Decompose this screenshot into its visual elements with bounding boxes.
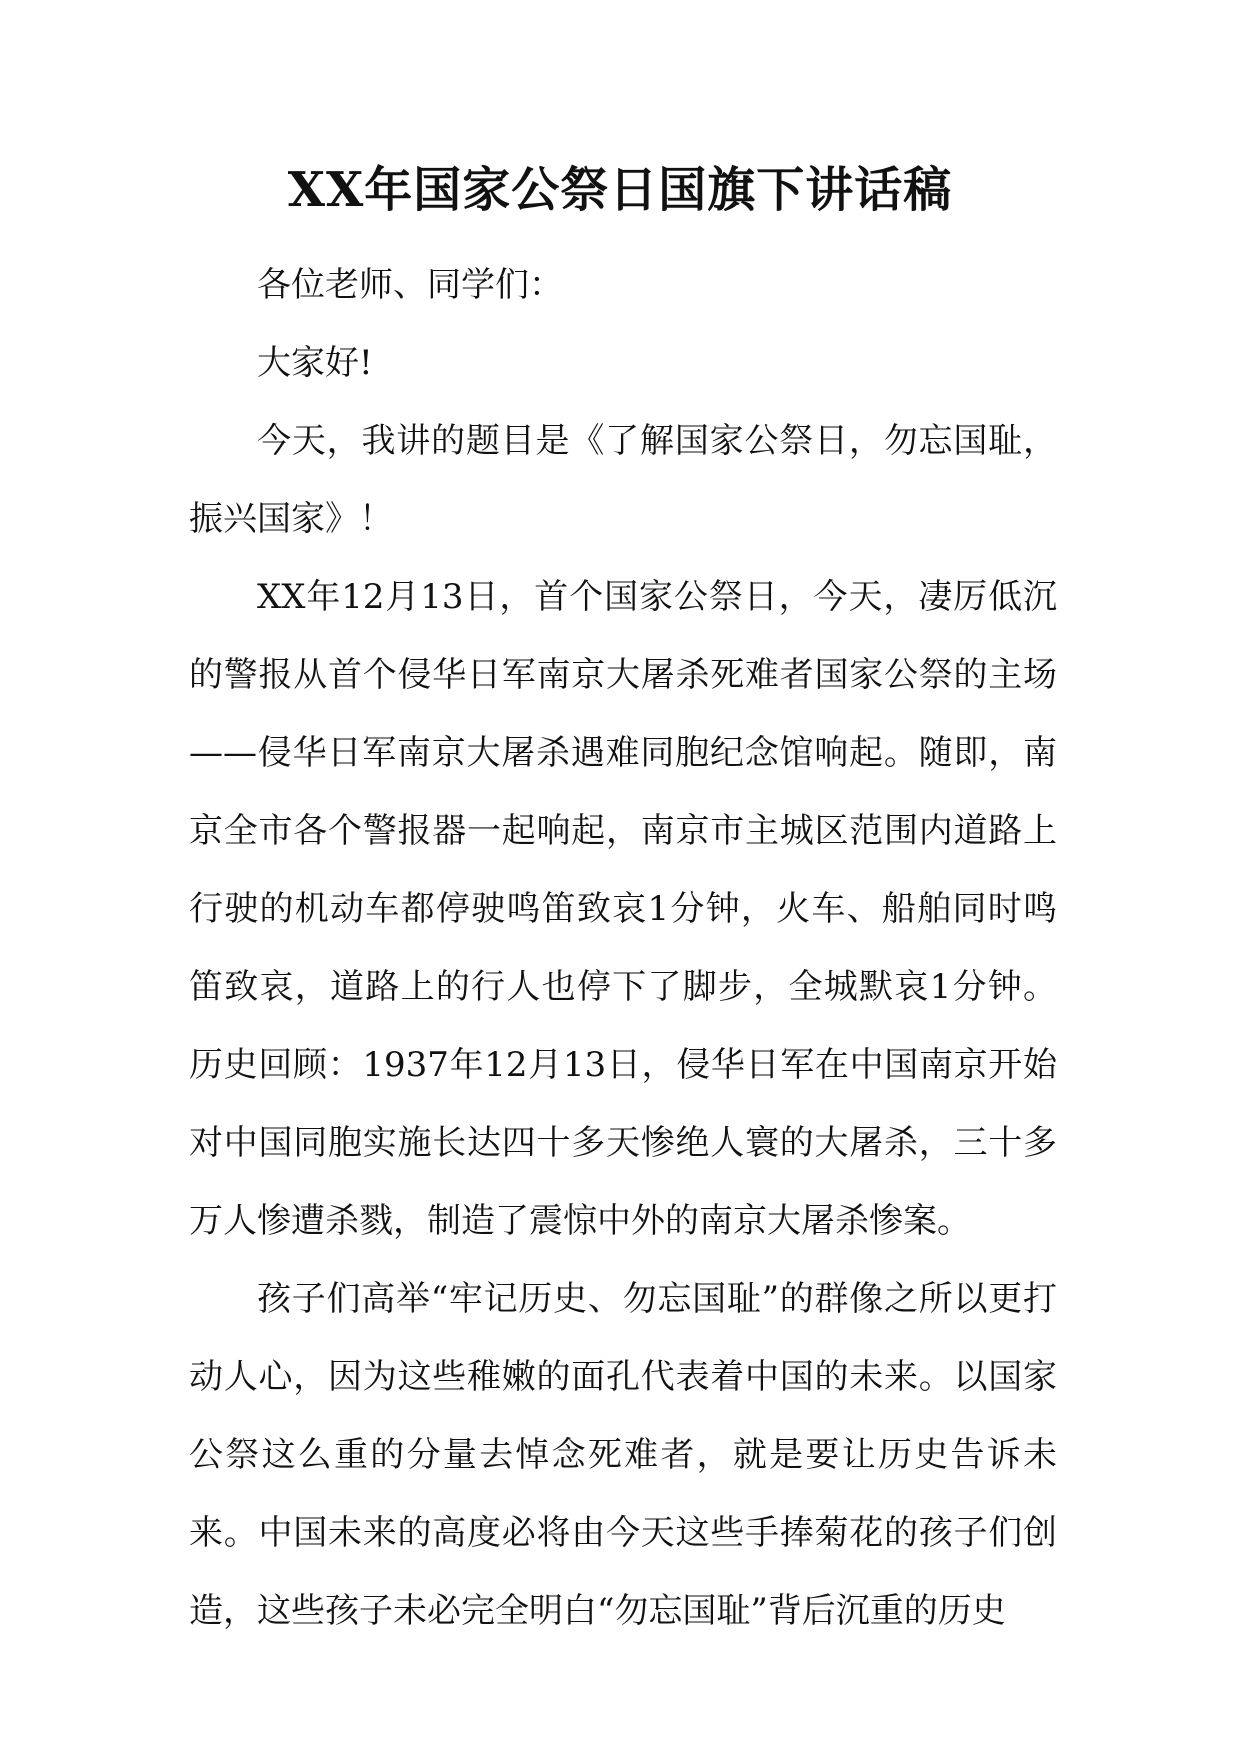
paragraph-salutation: 各位老师、同学们： xyxy=(257,265,563,305)
paragraph-topic: 今天，我讲的题目是《了解国家公祭日，勿忘国耻，振兴国家》！ xyxy=(189,421,1057,539)
document-title: XX年国家公祭日国旗下讲话稿 xyxy=(287,162,953,218)
paragraph-children: 孩子们高举“牢记历史、勿忘国耻”的群像之所以更打动人心，因为这些稚嫩的面孔代表着中国的未来。以国家公祭这么重的分量去悼念死难者，就是要让历史告诉未来。中国未来的高度必将由今天这些手捧菊花的孩子们创造，这些孩子未必完全明白“勿忘国耻”背后沉重的历史 xyxy=(189,1279,1057,1631)
paragraph-history: XX年12月13日，首个国家公祭日，今天，凄厉低沉的警报从首个侵华日军南京大屠杀死难者国家公祭的主场——侵华日军南京大屠杀遇难同胞纪念馆响起。随即，南京全市各个警报器一起响起，南京市主城区范围内道路上行驶的机动车都停驶鸣笛致哀1分钟，火车、船舶同时鸣笛致哀，道路上的行人也停下了脚步，全城默哀1分钟。历史回顾：1937年12月13日，侵华日军在中国南京开始对中国同胞实施长达四十多天惨绝人寰的大屠杀，三十多万人惨遭杀戮，制造了震惊中外的南京大屠杀惨案。 xyxy=(189,577,1057,1241)
document-body xyxy=(189,246,1057,1650)
paragraph-greeting: 大家好! xyxy=(257,343,373,383)
